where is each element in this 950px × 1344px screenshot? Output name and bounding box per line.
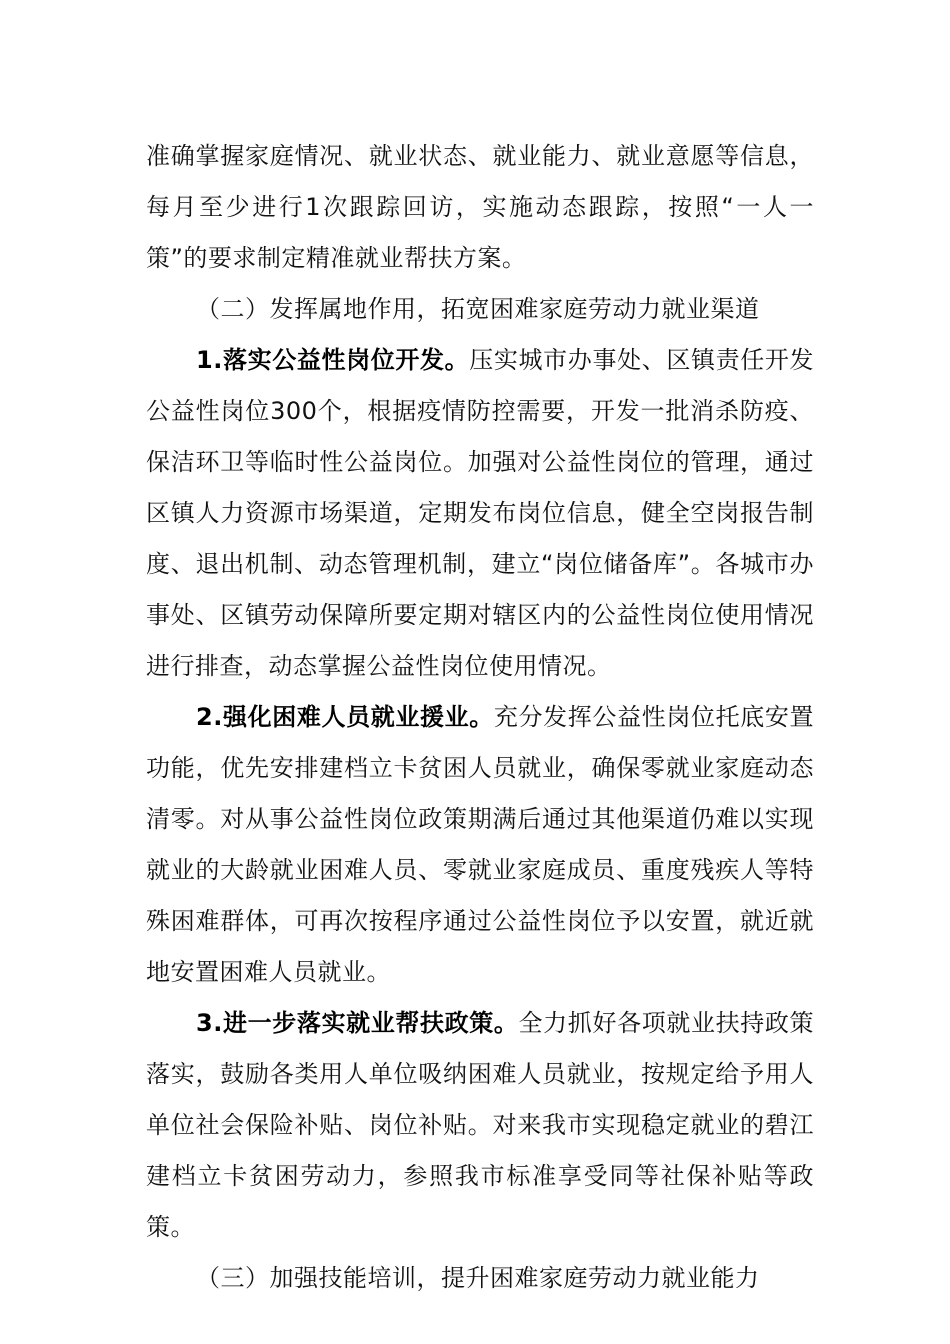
document-body [146, 131, 814, 1304]
paragraph-tracking: 准确掌握家庭情况、就业状态、就业能力、就业意愿等信息，每月至少进行1次跟踪回访，实施动态跟踪，按照“一人一策”的要求制定精准就业帮扶方案。 [146, 142, 814, 272]
item-support-policies [146, 998, 814, 1253]
section-heading-2: （二）发挥属地作用，拓宽困难家庭劳动力就业渠道 [196, 295, 760, 323]
item-1-body: 压实城市办事处、区镇责任开发公益性岗位300个，根据疫情防控需要，开发一批消杀防疫、保洁环卫等临时性公益岗位。加强对公益性岗位的管理，通过区镇人力资源市场渠道，定期发布岗位信息，健全空岗报告制度、退出机制、动态管理机制，建立“岗位储备库”。各城市办事处、区镇劳动保障所要定期对辖区内的公益性岗位使用情况进行排查，动态掌握公益性岗位使用情况。 [146, 346, 814, 680]
item-3-title: 3.进一步落实就业帮扶政策。 [196, 1009, 519, 1037]
section-heading-3: （三）加强技能培训，提升困难家庭劳动力就业能力 [196, 1264, 760, 1292]
item-public-welfare-jobs [146, 335, 814, 692]
item-employment-assistance [146, 692, 814, 998]
item-2-body: 充分发挥公益性岗位托底安置功能，优先安排建档立卡贫困人员就业，确保零就业家庭动态清零。对从事公益性岗位政策期满后通过其他渠道仍难以实现就业的大龄就业困难人员、零就业家庭成员、重度残疾人等特殊困难群体，可再次按程序通过公益性岗位予以安置，就近就地安置困难人员就业。 [146, 703, 814, 986]
item-2-title: 2.强化困难人员就业援业。 [196, 703, 494, 731]
item-1-title: 1.落实公益性岗位开发。 [196, 346, 470, 374]
item-3-body: 全力抓好各项就业扶持政策落实，鼓励各类用人单位吸纳困难人员就业，按规定给予用人单位社会保险补贴、岗位补贴。对来我市实现稳定就业的碧江建档立卡贫困劳动力，参照我市标准享受同等社保补贴等政策。 [146, 1009, 814, 1241]
